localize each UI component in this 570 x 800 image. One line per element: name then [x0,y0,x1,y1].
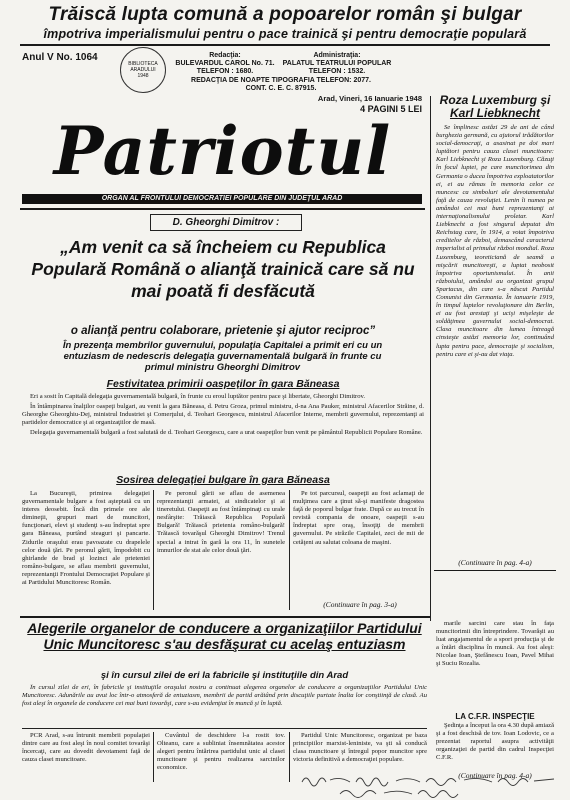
stamp-line-2: ARADULUI [130,67,156,73]
cfr-continued: (Continuare în pag. 4-a) [458,771,532,780]
main-col-2 [157,490,285,610]
bottom-col-3-text: Partidul Unic Muncitoresc, organizat pe baza principiilor marxist-leniniste, va şti să conducă clasa muncitoare şi întregul popor muncitor spre victoria definitivă a democraţiei populare. [293,732,427,764]
price-line: 4 PAGINI 5 LEI [360,104,422,114]
bottom-col-2 [157,732,285,782]
handwritten-note [300,772,560,798]
lead-para-3: Delegaţia guvernamentală bulgară a fost salutată de d. Teohari Georgescu, care a urat oaspeţilor bun venit pe pământul Republicii Populare Române. [30,429,423,437]
section-1-heading: Festivitatea primirii oaspeţilor în gara Băneasa [106,378,340,390]
lead-para-2: În întâmpinarea înalţilor oaspeţi bulgari, au venit la gara Băneasa, d. Petru Groza, primul ministru, d-na Ana Pauker, ministrul Afacerilor Străine, d. Gheorghe Gheorghiu-Dej, ministrul Industriei şi Comerţului, d. Teohari Georgescu, ministrul Afacerilor Interne, membrii guvernului, reprezentanţi ai partidelor democratice şi ai organizaţiilor de masă. [22,403,424,427]
cfr-body-text: Şedinţa a început la ora 4.30 după amiază şi a fost deschisă de tov. Ioan Lodovic, ce a prezentat raportul asupra activităţii organizaţiei de partid din cadrul Inspecţiei C.F.R. [436,722,554,762]
sidebar-title-2: Karl Liebknecht [449,106,541,120]
sidebar-continued: (Continuare în pag. 4-a) [458,558,532,567]
cfr-body [436,722,554,770]
admin-phone: TELEFON : 1532. [308,68,366,75]
bottom-headline: Alegerile organelor de conducere a organizaţiilor Partidului Unic Muncitoresc s'au desfăşurat cu acelaş entuziasm [27,620,422,652]
redactia-block [170,52,280,76]
main-continued: (Continuare în pag. 3-a) [323,600,397,609]
redactia-label: Redacţia: [209,52,241,59]
bottom-col-1-text: PCR Arad, s-au întrunit membrii populaţiei dintre care au fost aleşi în noul comitet tovarăşi încercaţi, care au dovedit devotament faţă de cauza clasei muncitoare. [22,732,150,764]
stamp-line-1: BIBLIOTECA [128,61,158,67]
library-stamp [120,47,166,93]
slogan-line-1: Trăiscă lupta comună a popoarelor român şi bulgar [48,4,522,25]
tagline-bar: ORGAN AL FRONTULUI DEMOCRATIEI POPULARE DIN JUDEŢUL ARAD [22,194,422,204]
admin-address: PALATUL TEATRULUI POPULAR [282,60,392,67]
sidebar-title-1: Roza Luxemburg şi [439,93,551,107]
main-col-1-text: La Bucureşti, primirea delegaţiei guvernamentale bulgare a fost aşteptată cu un interes deosebit. Încă din primele ore ale dimineţii, grupuri mari de muncitori, funcţionari, elevi şi studenţi s-au îndreptat spre gara Băneasa, purtând steaguri şi pancarte. Zidurile oraşului erau pavoazate cu drapelele celor două ţări. Pe peronul gării, împodobit cu ghirlande de brad şi lozinci ale prieteniei româno-bulgare, se aflau membrii guvernului, reprezentanţii Frontului Democraţiei Populare şi ai Partidului Muncitoresc Român. [22,490,150,587]
main-intro: În prezenţa membrilor guvernului, populaţia Capitalei a primit eri cu un entuziasm de nedescris delegaţia guvernamentală bulgară în frunte cu primul ministru Gheorghi Dimitrov [62,340,383,373]
year-issue: Anul V No. 1064 [22,52,98,63]
main-col-3 [293,490,424,598]
redactia-address: BULEVARDUL CAROL No. 71. [175,60,275,67]
admin-label: Administraţia: [313,52,361,59]
byline-box: D. Gheorghi Dimitrov : [150,214,302,231]
slogan-line-2: împotriva imperialismului pentru o pace trainică şi pentru democraţie populară [43,27,527,41]
main-col-2-text: Pe peronul gării se aflau de asemenea reprezentanţii armatei, ai sindicatelor şi ai tineretului. Oaspeţii au fost întâmpinaţi cu urale nesfârşite: Trăiască Republica Populară Bulgară! Trăiască prietenia româno-bulgară! Trăiască tovarăşul Gheorghi Dimitrov! Trenul special a intrat în gară la ora 11, în sunetele imnurilor de stat ale celor două ţări. [157,490,285,554]
sidebar-body-text: Se împlinesc astăzi 29 de ani de când burghezia germană, cu ajutorul trădătorilor social-democraţi, a asasinat pe doi mari luptători pentru cauza clasei muncitoare: Karl Liebknecht şi Roza Luxemburg. Căzuţi în focul luptei, pe care muncitorimea din Germania o ducea împotriva exploatatorilor ei, ei au rămas în memoria celor ce muncesc ca simboluri ale devotamentului faţă de cauza revoluţiei. Lenin îi numea pe amândoi cei mai buni reprezentanţi ai internaţionalismului proletar. Karl Liebknecht a fost singurul deputat din Reichstag care, în 1914, a votat împotriva creditelor de război, demascând caracterul imperialist al primului război mondial. Roza Luxemburg, teoreticiană de seamă a mişcării muncitoreşti, a luptat neobosit împotriva oportunismului. În anii războiului, amândoi au organizat grupul Spartacus, din care s-a născut Partidul Comunist din Germania. În ianuarie 1919, în timpul luptelor revoluţionare din Berlin, ei au fost arestaţi şi ucişi mişeleşte de soldăţimea guvernului social-democrat. Clasa muncitoare din lumea întreagă cinsteşte astăzi memoria lor, continuând lupta pentru pace, democraţie şi socialism, pentru care ei şi-au dat viaţa. [436,124,554,358]
sidebar-title [436,94,554,120]
bottom-intro [22,684,427,729]
sidebar-body [436,124,554,556]
main-subhead: o alianţă pentru colaborare, prietenie şi ajutor reciproc” [70,325,376,337]
redactia-phone: TELEFON : 1680. [196,68,254,75]
bottom-col-2-text: Cuvântul de deschidere l-a rostit tov. Olteanu, care a subliniat însemnătatea acestor alegeri pentru întărirea partidului unic al clasei muncitoare şi pentru realizarea sarcinilor economice. [157,732,285,772]
stamp-line-3: 1948 [137,73,149,79]
bottom-right-col [436,620,554,710]
main-headline: „Am venit ca să încheiem cu Republica Populară Română o alianţă trainică care să nu mai poată fi desfăcută [31,237,415,301]
lead-para-1: Eri a sosit în Capitală delegaţia guvernamentală bulgară, în frunte cu eroul luptător pentru pace şi libertate, Gheorghi Dimitrov. [30,393,366,400]
main-lead-text [22,393,424,475]
bottom-col-3 [293,732,427,772]
bottom-subhead: şi în cursul zilei de eri la fabricile şi instituţiile din Arad [100,670,349,681]
date-line: Arad, Vineri, 16 Ianuarie 1948 [317,94,422,103]
main-col-1 [22,490,150,610]
night-line: REDACŢIA DE NOAPTE TIPOGRAFIA TELEFON: 2077. [191,77,371,84]
bottom-col-1 [22,732,150,782]
cfr-title: LA C.F.R. INSPECŢIE [455,712,535,721]
account-line: CONT. C. E. C. 87915. [245,85,317,92]
masthead-title: Patriotul [53,112,392,190]
section-2-heading: Sosirea delegaţiei bulgare în gara Băneasa [116,474,330,486]
admin-block [282,52,392,76]
main-col-3-text: Pe tot parcursul, oaspeţii au fost aclamaţi de mulţimea care a ţinut să-şi manifeste dragostea faţă de poporul bulgar frate. După ce au trecut în revistă compania de onoare, oaspeţii s-au îndreptat spre oraş, însoţiţi de membrii guvernului. Pe străzile Capitalei, zeci de mii de cetăţeni au salutat coloana de maşini. [293,490,424,546]
bottom-intro-text: În cursul zilei de eri, în fabricile şi instituţiile oraşului nostru a continuat alegerea organelor de conducere a organizaţiilor Partidului Unic Muncitoresc. Adunările au avut loc într-o atmosferă de entuziasm, membrii de partid arătând prin discuţiile purtate înalta lor conştiinţă de clasă. Au fost aleşi în organele de conducere cei mai buni tovarăşi, care s-au evidenţiat în muncă şi în luptă. [22,684,427,708]
bottom-right-text: marile sarcini care stau în faţa muncitorimii din întreprindere. Tovarăşii au luat angajamentul de a spori producţia şi de a întări disciplina în muncă. Au fost aleşi: Nicolae Ioan, Ştefănescu Ioan, Pavel Mihai şi Suciu Rozalia. [436,620,554,668]
